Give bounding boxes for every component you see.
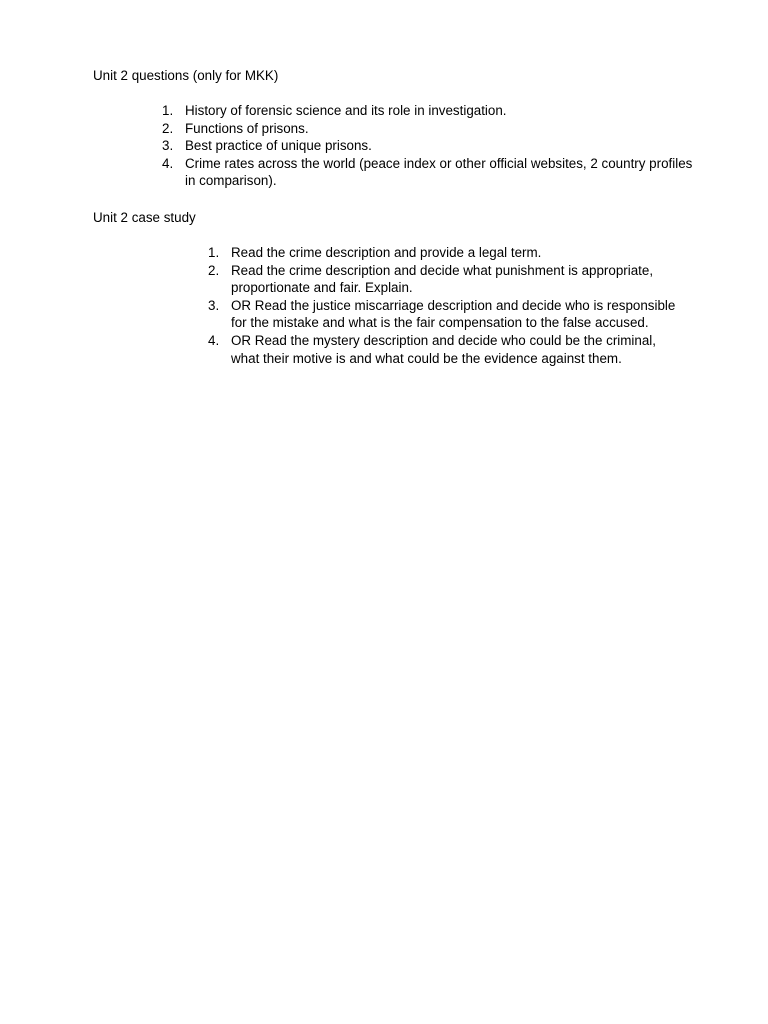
list-item: [162, 120, 702, 138]
list-item-text: Functions of prisons.: [185, 120, 309, 136]
questions-list: [162, 102, 702, 190]
case-study-heading: Unit 2 case study: [93, 210, 196, 225]
list-item-number: 3.: [162, 138, 174, 154]
list-item-text: Read the crime description and decide what punishment is appropriate, proportionate and fair. Explain.: [231, 262, 654, 296]
list-item: [208, 262, 678, 297]
list-item: [208, 297, 678, 332]
list-item-text: Crime rates across the world (peace index or other official websites, 2 country profiles in comparison).: [185, 155, 693, 189]
questions-heading: Unit 2 questions (only for MKK): [93, 68, 279, 83]
list-item: [162, 155, 702, 190]
list-item: [162, 102, 702, 120]
case-study-list: [208, 244, 678, 367]
list-item-text: OR Read the mystery description and decide who could be the criminal, what their motive is and what could be the evidence against them.: [231, 332, 656, 366]
list-item-text: OR Read the justice miscarriage description and decide who is responsible for the mistake and what is the fair compensation to the false accused.: [231, 297, 676, 331]
list-item-number: 2.: [208, 262, 220, 278]
list-item: [208, 332, 678, 367]
list-item: [208, 244, 678, 262]
list-item-number: 3.: [208, 297, 220, 313]
list-item-text: Best practice of unique prisons.: [185, 138, 372, 154]
list-item-text: History of forensic science and its role in investigation.: [185, 103, 507, 118]
list-item-text: Read the crime description and provide a legal term.: [231, 245, 542, 260]
list-item-number: 4.: [162, 155, 174, 171]
list-item-number: 4.: [208, 332, 220, 348]
list-item: [162, 137, 702, 155]
list-item-number: 1.: [208, 245, 220, 260]
list-item-number: 1.: [162, 103, 174, 118]
list-item-number: 2.: [162, 120, 174, 136]
